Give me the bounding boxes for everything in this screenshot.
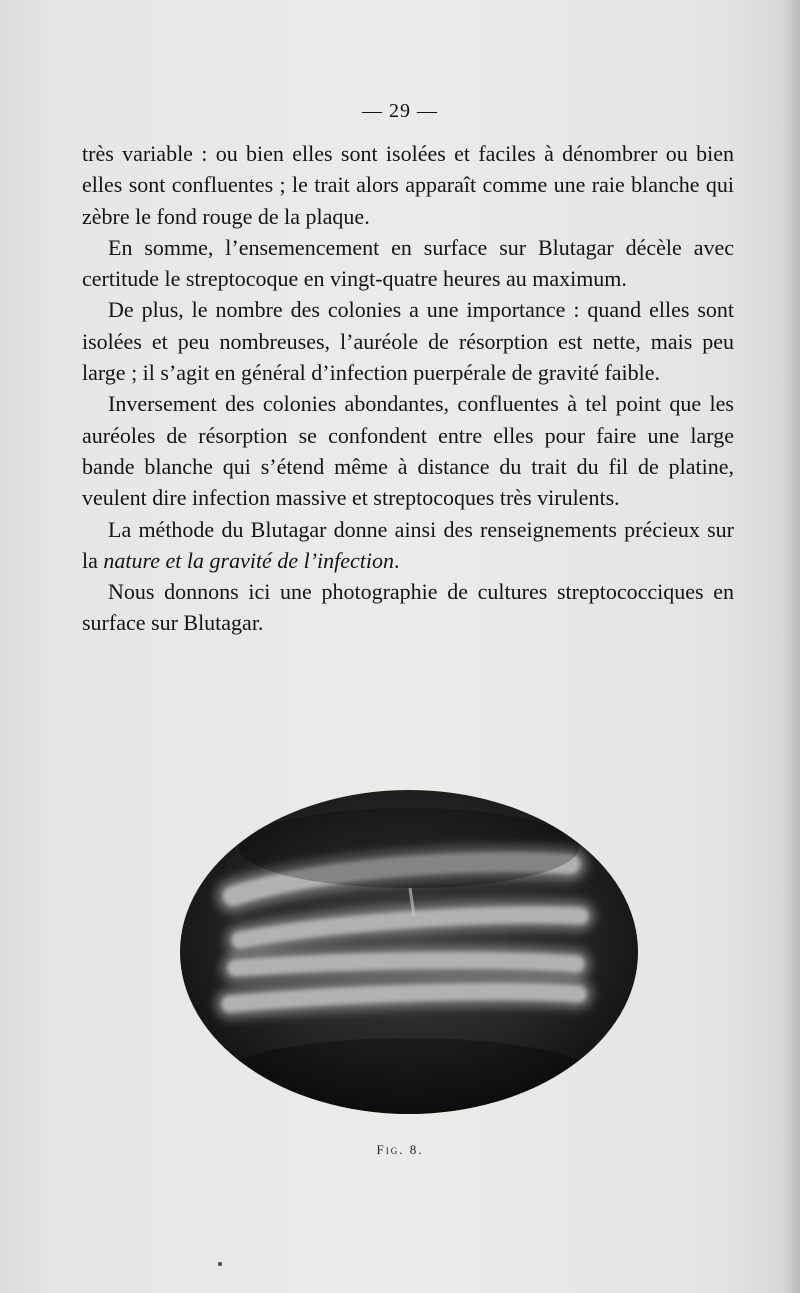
paragraph-1: très variable : ou bien elles sont isolées et faciles à dénombrer ou bien elles sont confluentes ; le trait alors apparaît comme une raie blanche qui zèbre le fond rouge de la plaque. [82,141,734,229]
paragraph-3: De plus, le nombre des colonies a une importance : quand elles sont isolées et peu nombreuses, l’auréole de résorption est nette, mais peu large ; il s’agit en général d’infection puerpérale de gravité faible. [82,297,734,386]
page-number: — 29 — [362,100,438,122]
figure-caption [0,1142,800,1158]
body-text [82,138,734,639]
paragraph-5 [82,514,734,577]
page-edge-shadow [782,0,800,1293]
paragraph-5-end: . [394,547,400,573]
paragraph-6: Nous donnons ici une photographie de cultures streptococciques en surface sur Blutagar. [82,579,734,636]
paragraph-5-text: La méthode du Blutagar donne ainsi des renseignements précieux sur la [82,516,734,573]
culture-photograph [178,788,640,1116]
petri-dish-image [178,788,640,1116]
page-speck [218,1262,222,1266]
figure-caption-text: Fig. 8. [376,1142,424,1157]
paragraph-2: En somme, l’ensemencement en surface sur Blutagar décèle avec certitude le streptocoque en vingt-quatre heures au maximum. [82,234,734,292]
paragraph-4: Inversement des colonies abondantes, confluentes à tel point que les auréoles de résorption se confondent entre elles pour faire une large bande blanche qui s’étend même à distance du trait du fil de platine, veulent dire infection massive et streptocoques très virulents. [82,391,734,511]
paragraph-5-italic: nature et la gravité de l’infection [103,547,394,573]
